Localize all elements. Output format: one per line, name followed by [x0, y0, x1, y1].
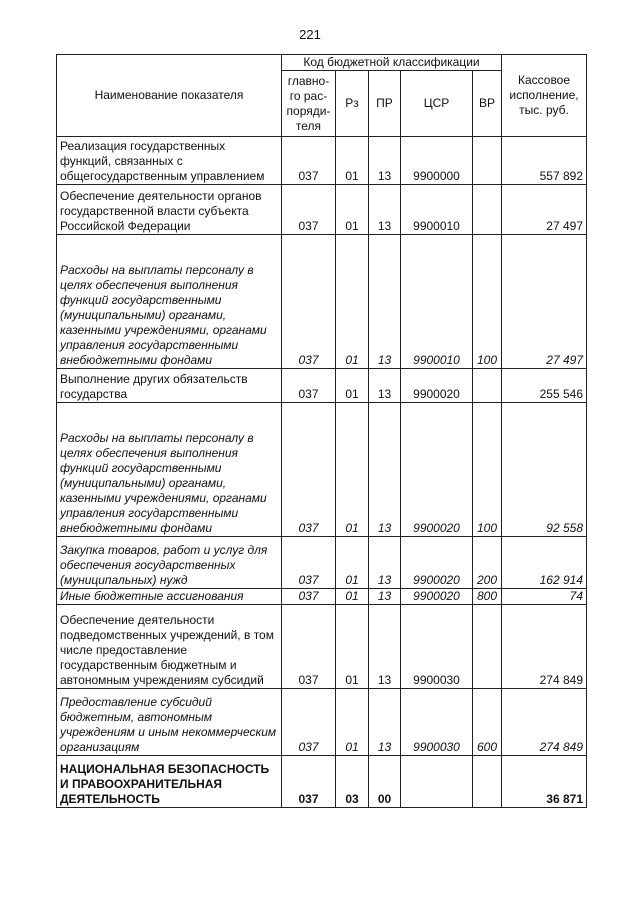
cell-name: НАЦИОНАЛЬНАЯ БЕЗОПАСНОСТЬ И ПРАВООХРАНИТЕЛЬНАЯ ДЕЯТЕЛЬНОСТЬ: [57, 756, 282, 808]
cell-vr: 100: [473, 403, 502, 537]
cell-vr: 200: [473, 537, 502, 589]
cell-csr: 9900020: [401, 537, 473, 589]
cell-vr: [473, 369, 502, 403]
cell-name: Предоставление субсидий бюджетным, автономным учреждениям и иным некоммерческим организациям: [57, 689, 282, 756]
table-row: [57, 137, 587, 185]
cell-pr: 13: [369, 137, 401, 185]
cell-name: Иные бюджетные ассигнования: [57, 589, 282, 605]
cell-glav: 037: [282, 756, 336, 808]
cell-rz: 01: [336, 589, 369, 605]
table-row: [57, 537, 587, 589]
cell-pr: 13: [369, 185, 401, 235]
cell-rz: 01: [336, 235, 369, 369]
cell-csr: 9900010: [401, 235, 473, 369]
table-body: [57, 137, 587, 808]
cell-rz: 01: [336, 689, 369, 756]
cell-glav: 037: [282, 369, 336, 403]
table-row: [57, 589, 587, 605]
cell-pr: 13: [369, 537, 401, 589]
cell-vr: [473, 605, 502, 689]
cell-csr: 9900020: [401, 403, 473, 537]
cell-amount: 36 871: [502, 756, 587, 808]
cell-amount: 274 849: [502, 605, 587, 689]
cell-rz: 01: [336, 369, 369, 403]
cell-name: Реализация государственных функций, связанных с общегосударственным управлением: [57, 137, 282, 185]
cell-glav: 037: [282, 137, 336, 185]
header-vr: ВР: [473, 71, 502, 137]
cell-name: Расходы на выплаты персоналу в целях обеспечения выполнения функций государственными (муниципальными) органами, казенными учреждениями, органами управления государственными внебюджетными фондами: [57, 235, 282, 369]
cell-glav: 037: [282, 589, 336, 605]
budget-table: [56, 54, 587, 808]
cell-glav: 037: [282, 537, 336, 589]
cell-amount: 274 849: [502, 689, 587, 756]
cell-csr: 9900020: [401, 589, 473, 605]
cell-csr: 9900020: [401, 369, 473, 403]
cell-glav: 037: [282, 403, 336, 537]
cell-amount: 255 546: [502, 369, 587, 403]
table-row: [57, 403, 587, 537]
cell-rz: 03: [336, 756, 369, 808]
header-rz: Рз: [336, 71, 369, 137]
cell-amount: 74: [502, 589, 587, 605]
header-amount: Кассовое исполнение, тыс. руб.: [502, 55, 587, 137]
cell-glav: 037: [282, 235, 336, 369]
table-row: [57, 369, 587, 403]
cell-csr: 9900010: [401, 185, 473, 235]
cell-pr: 13: [369, 403, 401, 537]
cell-pr: 13: [369, 605, 401, 689]
cell-vr: [473, 756, 502, 808]
cell-vr: 600: [473, 689, 502, 756]
header-csr: ЦСР: [401, 71, 473, 137]
cell-vr: 800: [473, 589, 502, 605]
header-glav: главно-го рас-поряди-теля: [282, 71, 336, 137]
cell-glav: 037: [282, 185, 336, 235]
cell-name: Обеспечение деятельности подведомственных учреждений, в том числе предоставление государственным бюджетным и автономным учреждениям субсидий: [57, 605, 282, 689]
cell-pr: 13: [369, 589, 401, 605]
cell-amount: 162 914: [502, 537, 587, 589]
cell-glav: 037: [282, 605, 336, 689]
cell-glav: 037: [282, 689, 336, 756]
cell-rz: 01: [336, 137, 369, 185]
cell-name: Расходы на выплаты персоналу в целях обеспечения выполнения функций государственными (муниципальными) органами, казенными учреждениями, органами управления государственными внебюджетными фондами: [57, 403, 282, 537]
cell-name: Выполнение других обязательств государства: [57, 369, 282, 403]
cell-vr: 100: [473, 235, 502, 369]
cell-amount: 27 497: [502, 185, 587, 235]
cell-pr: 00: [369, 756, 401, 808]
cell-csr: 9900030: [401, 605, 473, 689]
cell-csr: 9900000: [401, 137, 473, 185]
cell-rz: 01: [336, 605, 369, 689]
header-code-group: Код бюджетной классификации: [282, 55, 502, 71]
cell-rz: 01: [336, 185, 369, 235]
table-row: [57, 235, 587, 369]
cell-csr: 9900030: [401, 689, 473, 756]
cell-rz: 01: [336, 403, 369, 537]
cell-rz: 01: [336, 537, 369, 589]
cell-name: Закупка товаров, работ и услуг для обеспечения государственных (муниципальных) нужд: [57, 537, 282, 589]
page-number: 221: [299, 27, 321, 42]
cell-pr: 13: [369, 235, 401, 369]
cell-pr: 13: [369, 369, 401, 403]
cell-amount: 27 497: [502, 235, 587, 369]
cell-pr: 13: [369, 689, 401, 756]
cell-csr: [401, 756, 473, 808]
table-row: [57, 605, 587, 689]
cell-name: Обеспечение деятельности органов государственной власти субъекта Российской Федерации: [57, 185, 282, 235]
header-pr: ПР: [369, 71, 401, 137]
cell-amount: 557 892: [502, 137, 587, 185]
table-row: [57, 185, 587, 235]
header-name: Наименование показателя: [57, 55, 282, 137]
table-row: [57, 756, 587, 808]
table-row: [57, 689, 587, 756]
cell-vr: [473, 185, 502, 235]
cell-amount: 92 558: [502, 403, 587, 537]
cell-vr: [473, 137, 502, 185]
